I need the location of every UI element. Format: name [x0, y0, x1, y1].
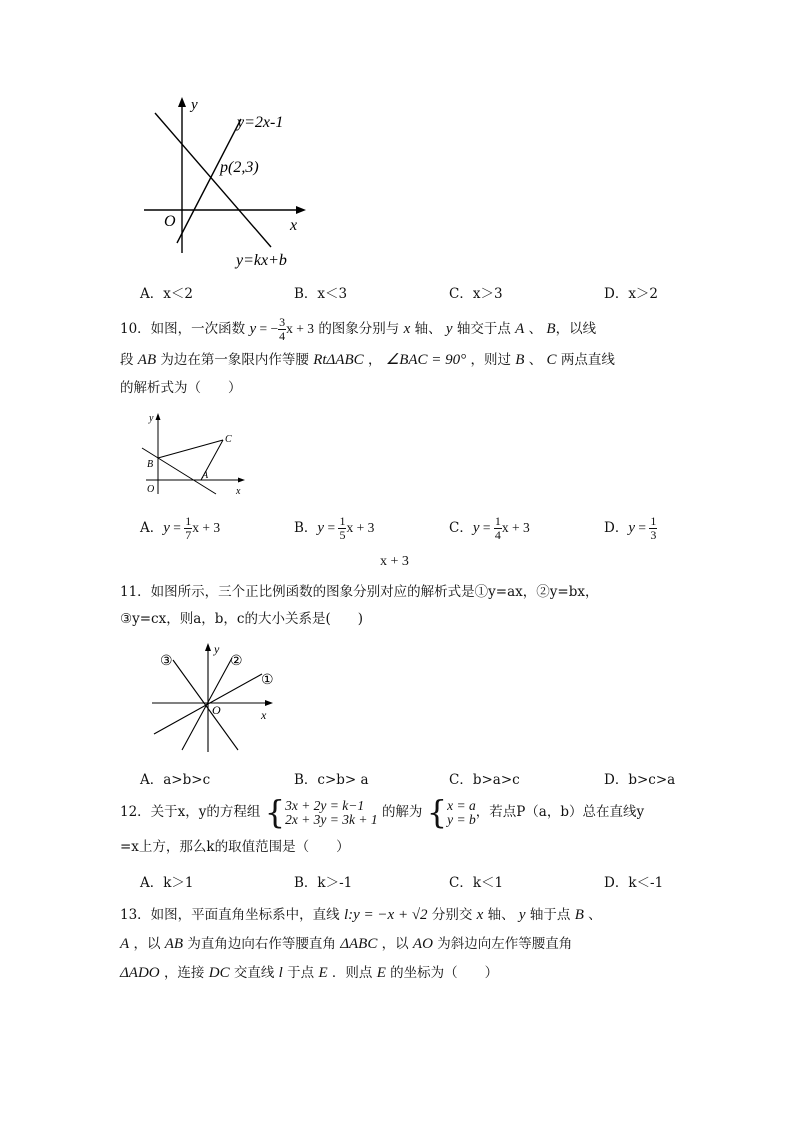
q10-d-num: 1	[650, 514, 657, 528]
q10-b-y: y	[317, 520, 325, 536]
q10-angle: ∠BAC = 90°	[385, 352, 467, 368]
segment-bc	[158, 440, 223, 458]
q10-t2: 轴、	[414, 321, 442, 337]
o-label: O	[212, 703, 221, 717]
y-label: y	[214, 642, 220, 656]
b-label: B	[147, 459, 154, 470]
q13-line3	[120, 963, 498, 983]
q9-option-c[interactable]: C．x＞3	[449, 286, 503, 302]
q12-solution	[447, 799, 476, 827]
q10-a-pre: A．	[140, 520, 164, 536]
q11-figure	[148, 640, 288, 755]
line2-label: y=kx+b	[236, 252, 287, 269]
x-label: x	[236, 486, 241, 497]
q10-line2	[120, 350, 615, 370]
q10-line1	[120, 316, 596, 343]
q12-line2: =x上方，那么k的取值范围是（ ）	[120, 839, 350, 855]
q13-ado: ΔADO	[120, 965, 160, 981]
q11-line2: ③y=cx，则a，b，c的大小关系是( )	[120, 611, 363, 627]
q10-d-frac	[649, 515, 657, 542]
q10-y: y	[445, 321, 453, 337]
q12-sol2: y = b	[447, 811, 476, 827]
q13-line2	[120, 934, 572, 954]
q10-a-post: x + 3	[192, 520, 221, 535]
q10-d-pre: D．	[604, 520, 629, 536]
q11-option-a[interactable]: A．a>b>c	[140, 772, 211, 788]
q12-option-a[interactable]: A．k＞1	[140, 875, 194, 891]
q11-option-b[interactable]: B．c>b> a	[294, 772, 369, 788]
q10-line2f: 两点直线	[560, 352, 615, 368]
q12-mid: 的解为	[381, 804, 423, 820]
q12-sys2: 2x + 3y = 3k + 1	[285, 811, 378, 827]
q13-line2d: 为斜边向左作等腰直角	[437, 936, 573, 952]
x-axis-arrow	[265, 700, 273, 706]
q13-DC: DC	[208, 965, 230, 981]
q10-b-num: 1	[339, 514, 346, 528]
q13-line2b: 为直角边向右作等腰直角	[187, 936, 336, 952]
q10-eq-num: 3	[279, 315, 286, 329]
q13-line3e: 的坐标为（ ）	[390, 965, 499, 981]
q10-A: A	[515, 321, 525, 337]
q10-c-frac	[494, 515, 502, 542]
y-axis-arrow	[205, 643, 211, 651]
q10-number: 10．如图，一次函数	[120, 321, 246, 337]
q12-brace-1: {	[264, 793, 286, 832]
x-axis-arrow	[296, 206, 306, 214]
line-y-2x-1	[177, 119, 241, 243]
q13-B: B	[574, 907, 584, 923]
q11-option-c[interactable]: C．b>a>c	[449, 772, 520, 788]
q9-option-a[interactable]: A．x＜2	[140, 286, 193, 302]
q9-figure	[130, 95, 320, 275]
q10-a-num: 1	[185, 514, 192, 528]
y-axis-arrow	[156, 413, 161, 420]
q10-c-pre: C．	[449, 520, 473, 536]
c-label: C	[225, 434, 232, 445]
q9-option-b[interactable]: B．x＜3	[294, 286, 348, 302]
q13-AB: AB	[164, 936, 184, 952]
q10-AB: AB	[137, 352, 157, 368]
q12-sys1: 3x + 2y = k−1	[285, 797, 365, 813]
q10-line2c: ，	[367, 352, 382, 368]
q10-x: x	[403, 321, 411, 337]
q10-b-pre: B．	[294, 520, 318, 536]
q10-line3: 的解析式为（ ）	[120, 380, 242, 396]
q10-a-eq: =	[169, 520, 185, 535]
q10-eq-eq: = −	[256, 321, 279, 336]
q10-b-post: x + 3	[346, 520, 375, 535]
q12-post: ，若点P（a，b）总在直线y	[475, 804, 645, 820]
q12-system	[285, 799, 378, 827]
x-label: x	[261, 708, 267, 722]
q10-rt: RtΔABC	[313, 352, 364, 368]
q12-pre: 12．关于x，y的方程组	[120, 804, 261, 820]
q13-t4: 、	[588, 907, 602, 923]
x-axis-arrow	[238, 478, 245, 483]
q12-option-b[interactable]: B．k＞-1	[294, 875, 353, 891]
q10-line2a: 段	[120, 352, 134, 368]
q10-eq-den: 4	[279, 329, 286, 343]
label-1: ①	[261, 673, 274, 688]
y-axis-arrow	[178, 97, 186, 107]
q10-line2e: 、	[528, 352, 543, 368]
q13-t2: 轴、	[487, 907, 515, 923]
q10-option-a[interactable]	[140, 515, 220, 542]
q10-c-num: 1	[494, 514, 501, 528]
q10-c-post: x + 3	[501, 520, 530, 535]
q9-option-d[interactable]: D．x＞2	[604, 286, 659, 302]
q10-eq-y: y	[249, 321, 257, 337]
q10-c-den: 4	[494, 528, 501, 542]
q13-line3d: ．则点	[331, 965, 373, 981]
q10-t3: 轴交于点	[456, 321, 511, 337]
q13-line3c: 于点	[287, 965, 315, 981]
q10-a-den: 7	[185, 528, 192, 542]
q13-E2: E	[376, 965, 386, 981]
q10-b-eq: =	[324, 520, 339, 535]
q10-figure	[138, 410, 250, 498]
q10-option-d[interactable]	[604, 515, 657, 542]
line-3	[173, 660, 238, 750]
q13-line-eq: l:y = −x + √2	[343, 907, 428, 923]
q10-option-c[interactable]	[449, 515, 530, 542]
origin-label: O	[164, 213, 176, 230]
q13-x: x	[476, 907, 484, 923]
q10-t5: ，以线	[555, 321, 597, 337]
q13-l: l	[278, 965, 283, 981]
q13-A: A	[120, 936, 130, 952]
q13-t3: 轴于点	[529, 907, 571, 923]
q10-d-y: y	[628, 520, 635, 536]
q13-E: E	[318, 965, 328, 981]
line-2	[182, 658, 232, 750]
q12-line1	[120, 793, 645, 832]
q10-B: B	[546, 321, 556, 337]
q12-brace-2: {	[426, 793, 448, 832]
q12-option-d[interactable]: D．k＜-1	[604, 875, 664, 891]
q12-option-c[interactable]: C．k＜1	[449, 875, 504, 891]
a-label: A	[202, 470, 209, 481]
y-label: y	[149, 413, 154, 424]
q10-t4: 、	[528, 321, 543, 337]
point-p-label: p(2,3)	[220, 159, 259, 176]
q10-c-y: y	[472, 520, 480, 536]
q12-sol1: x = a	[447, 797, 476, 813]
q10-d-post-wrapped: x + 3	[380, 554, 409, 569]
q13-y: y	[518, 907, 526, 923]
line1-label: y=2x-1	[237, 114, 284, 131]
label-2: ②	[230, 654, 243, 669]
q13-line3b: 交直线	[233, 965, 275, 981]
q10-eq-frac	[278, 316, 286, 343]
q10-line2b: 为边在第一象限内作等腰	[160, 352, 309, 368]
label-3: ③	[160, 654, 173, 669]
q10-d-eq: =	[635, 520, 650, 535]
q10-a-y: y	[163, 520, 170, 536]
q11-line1: 11．如图所示，三个正比例函数的图象分别对应的解析式是①y=ax，②y=bx，	[120, 584, 599, 600]
q10-option-b[interactable]	[294, 515, 374, 542]
q13-line3a: ，连接	[163, 965, 205, 981]
q13-line1	[120, 905, 602, 925]
q10-line2d: ，则过	[470, 352, 511, 368]
q11-option-d[interactable]: D．b>c>a	[604, 772, 676, 788]
q10-B2: B	[515, 352, 525, 368]
q13-abc: ΔABC	[340, 936, 378, 952]
q13-line2a: ，以	[133, 936, 161, 952]
q10-t1: 的图象分别与	[318, 321, 400, 337]
x-axis-label: x	[290, 217, 298, 234]
q13-AO: AO	[412, 936, 433, 952]
q10-d-den: 3	[650, 528, 657, 542]
q10-b-den: 5	[339, 528, 346, 542]
q13-t1: 分别交	[431, 907, 473, 923]
q10-C: C	[546, 352, 557, 368]
q13-line2c: ，以	[381, 936, 409, 952]
q10-eq-rest: x + 3	[286, 321, 315, 336]
q10-c-eq: =	[479, 520, 494, 535]
o-label: O	[147, 484, 155, 495]
q13-pre: 13．如图，平面直角坐标系中，直线	[120, 907, 340, 923]
y-axis-label: y	[191, 97, 198, 113]
